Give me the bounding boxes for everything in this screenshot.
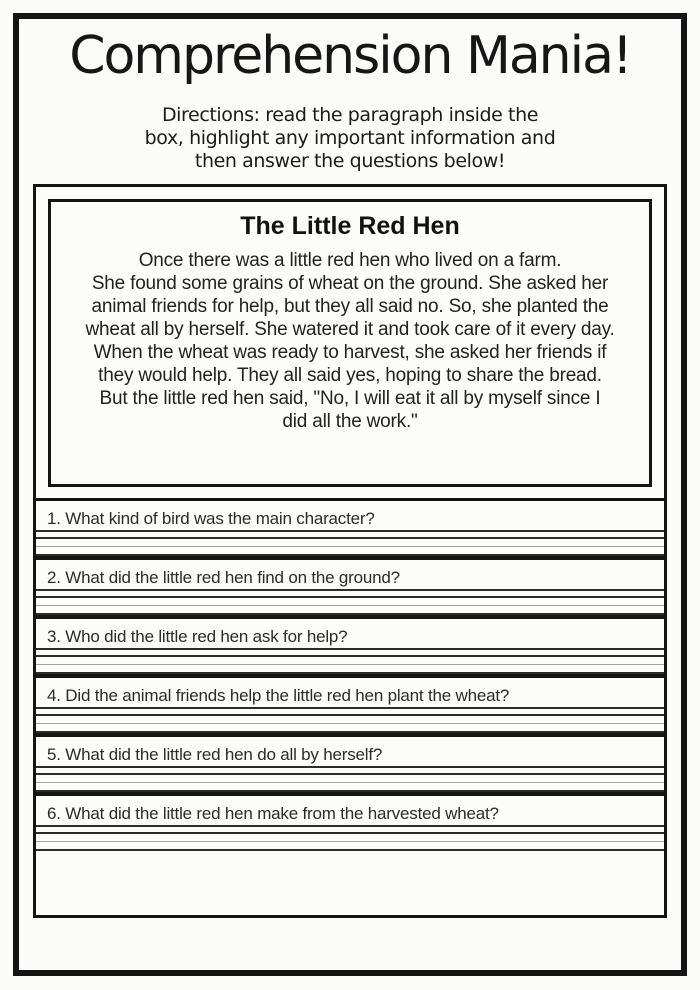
answer-line [36, 768, 664, 775]
story-line: But the little red hen said, "No, I will eat it all by myself since I [99, 388, 601, 409]
question-block-1 [36, 501, 664, 560]
story-line: She found some grains of wheat on the ground. She asked her [91, 273, 609, 294]
question-block-4 [36, 678, 664, 737]
answer-guide-line [36, 598, 664, 606]
story-title: The Little Red Hen [240, 212, 460, 240]
question-label-6: 6. What did the little red hen make from the harvested wheat? [36, 796, 664, 827]
answer-line [36, 650, 664, 657]
directions-line-2: box, highlight any important information and [144, 127, 556, 149]
story-line: Once there was a little red hen who lived on a farm. [138, 250, 562, 271]
answer-line [36, 606, 664, 615]
answer-line [36, 532, 664, 539]
answer-line [36, 665, 664, 674]
worksheet-title: Comprehension Mania! [69, 26, 631, 86]
story-box [48, 199, 652, 487]
story-line: animal friends for help, but they all said no. So, she planted the [91, 296, 609, 317]
story-line: did all the work." [282, 411, 418, 432]
answer-guide-line [36, 834, 664, 842]
answer-guide-line [36, 716, 664, 724]
answer-guide-line [36, 775, 664, 783]
directions-line-1: Directions: read the paragraph inside the [161, 104, 539, 126]
question-block-2 [36, 560, 664, 619]
answer-line [36, 709, 664, 716]
story-paragraph [51, 249, 649, 433]
answer-line [36, 724, 664, 733]
question-label-3: 3. Who did the little red hen ask for help? [36, 619, 664, 650]
answer-guide-line [36, 539, 664, 547]
content-box [33, 184, 667, 918]
answer-line [36, 842, 664, 851]
directions [0, 104, 700, 173]
question-block-6 [36, 796, 664, 881]
questions-section [36, 498, 664, 881]
answer-line [36, 591, 664, 598]
question-label-4: 4. Did the animal friends help the little red hen plant the wheat? [36, 678, 664, 709]
story-line: wheat all by herself. She watered it and took care of it every day. [85, 319, 615, 340]
question-label-2: 2. What did the little red hen find on the ground? [36, 560, 664, 591]
answer-space [36, 851, 664, 881]
answer-line [36, 547, 664, 556]
question-label-5: 5. What did the little red hen do all by herself? [36, 737, 664, 768]
story-line: they would help. They all said yes, hoping to share the bread. [98, 365, 602, 386]
answer-guide-line [36, 657, 664, 665]
answer-line [36, 827, 664, 834]
answer-line [36, 783, 664, 792]
question-label-1: 1. What kind of bird was the main character? [36, 501, 664, 532]
directions-line-3: then answer the questions below! [194, 150, 506, 172]
story-line: When the wheat was ready to harvest, she asked her friends if [93, 342, 607, 363]
question-block-5 [36, 737, 664, 796]
question-block-3 [36, 619, 664, 678]
